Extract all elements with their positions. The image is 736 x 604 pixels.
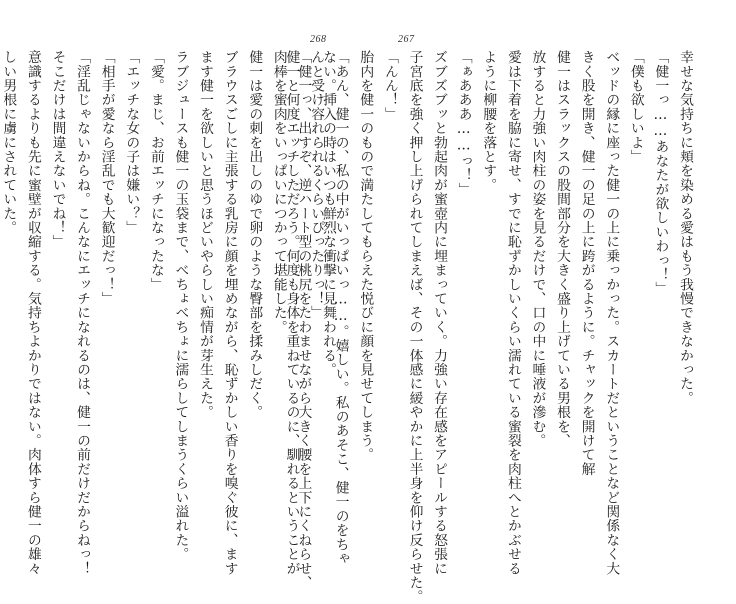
text-line: 意識するよりも先に蜜壁が収縮する。気持ちよかりではない。肉体すら健一の雄々 <box>24 50 41 576</box>
text-line: 「愛。まじ、お前エッチになったな」 <box>147 50 164 292</box>
text-line: しい男根に虜にされていた。 <box>0 50 17 235</box>
text-line: 健一はスラックスの股間部分を大きく盛り上げている男根を、 <box>554 50 571 448</box>
text-line: 肉棒を蜜肉をいっぱいにつかって堪能した。 <box>270 50 287 334</box>
text-line: ズブズブッと勃起肉が蜜壺内に埋まっていく。力強い存在感をアピールする怒張に <box>431 50 448 576</box>
text-line: 「エッチな女の子は嫌い？」 <box>123 50 140 235</box>
text-line: そこだけは間違えないでね！」 <box>49 50 66 249</box>
text-line: 健一は愛の刺を出しのゆで卵のような臀部を揉みしだく。 <box>246 50 263 420</box>
text-line: 愛は下着を脇に寄せ、すでに恥ずかしいくらい濡れている蜜裂を肉柱へとかぶせる <box>504 50 521 576</box>
text-line: 放すると力強い肉柱の姿を見るだけで、口の中に唾液が滲む。 <box>529 50 546 448</box>
text-line: ように柳腰を落とす。 <box>480 50 497 192</box>
text-line: 「健一っ……あなたが欲しいわっ！」 <box>652 50 669 296</box>
text-line: 健一と何度エッチしただろう。何度も身体を重ねているのに、馴れるということが <box>283 50 300 576</box>
text-line: 幸せな気持ちに頬を染める愛はもう我慢できなかった。 <box>677 50 693 405</box>
text-line: ベッドの縁に座った健一の上に乗っかった。スカートだということなど関係なく大 <box>603 50 620 576</box>
text-line: 「相手が愛なら淫乱でも大歓迎だっ！」 <box>98 50 115 306</box>
text-line: ます健一を欲しいと思うほどいやらしい痴情が芽生えた。 <box>197 50 214 420</box>
text-line: 子宮底を強く押し上げられてしまえば、その一体感に緩やかに上半身を仰け反らせた。 <box>406 50 423 604</box>
text-line: ブラウスごしに主張する乳房に顔を埋めながら、恥ずかしい香りを嗅ぐ彼に、ます <box>221 50 238 576</box>
page-number-right: 267 <box>398 34 415 45</box>
text-line: 胎内を健一のもので満たしてもらえた悦びに顔を見せてしまう。 <box>357 50 374 462</box>
text-line: 「僕も欲しいよ」 <box>627 50 644 164</box>
text-line: 「ぁあああ……っ！」 <box>455 50 472 197</box>
text-line: ラブジュースも健一の玉袋まで、べちょべちょに濡らしてしまうくらい溢れた。 <box>172 50 189 562</box>
text-line: 「んん！」 <box>381 50 398 121</box>
text-line: んと受け容れられるくらいぴったりっ！」 <box>308 50 325 320</box>
text-line: ない。挿入の時はいつも鮮烈な衝撃に見舞われる。 <box>320 50 336 377</box>
text-line: 「健一っ、出すぞ、逆ハート型の桃尻をたわませながら大きく腰を上下にくねらせ、 <box>295 50 312 590</box>
page-number-left: 268 <box>310 34 327 45</box>
text-line: 「淫乱じゃないからね。こんなにエッチになれるのは、健一の前だけだからねっ！ <box>74 50 91 576</box>
text-line: きく股を開き、健一の足の上に跨がるように。チャックを開けて解 <box>578 50 595 476</box>
text-line: 「あん、健一の、私の中がいっぱいっ……。嬉しい。私のあそこ、健一のをちゃ <box>332 50 349 566</box>
